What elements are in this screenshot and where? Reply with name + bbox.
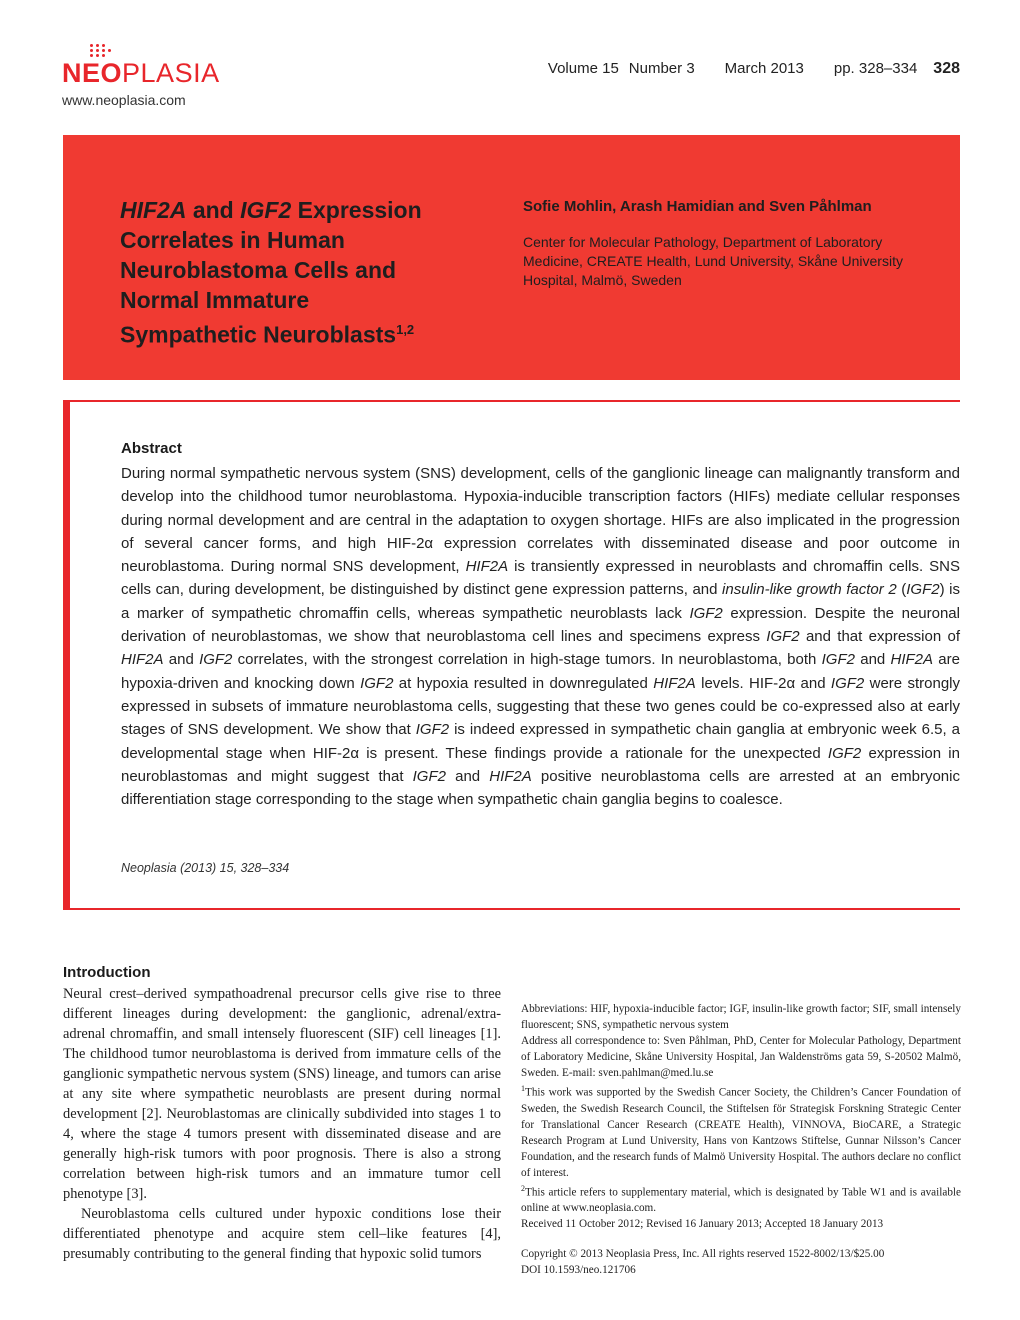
article-title [120,195,440,350]
abstract-heading: Abstract [121,440,182,457]
issue-month: March 2013 [724,60,804,77]
issue-info [548,60,960,78]
title-gene-1: HIF2A [120,197,187,223]
website-link[interactable]: www.neoplasia.com [62,92,186,108]
footnotes [521,1001,961,1278]
logo-neo: NE [62,58,101,88]
abbreviations: Abbreviations: HIF, hypoxia-inducible factor; IGF, insulin-like growth factor; SIF, small intensely fluorescent; SNS, sympathetic nervous system [521,1003,961,1031]
abstract-text: During normal sympathetic nervous system (SNS) development, cells of the ganglionic lineage can malignantly transform and develop into the childhood tumor neuroblastoma. Hypoxia-inducible transcription factors (HIFs) mediate cellular responses during normal development and are central in the adaptation to oxygen shortage. HIFs are also implicated in the progression of several cancer forms, and high HIF-2α expression correlates with disseminated disease and poor outcome in neuroblastoma. During normal SNS development, HIF2A is transiently expressed in neuroblasts and chromaffin cells. SNS cells can, during development, be distinguished by distinct gene expression patterns, and insulin-like growth factor 2 (IGF2) is a marker of sympathetic chromaffin cells, whereas sympathetic neuroblasts lack IGF2 expression. Despite the neuronal derivation of neuroblastomas, we show that neuroblastoma cell lines and specimens express IGF2 and that expression of HIF2A and IGF2 correlates, with the strongest correlation in high-stage tumors. In neuroblastoma, both IGF2 and HIF2A are hypoxia-driven and knocking down IGF2 at hypoxia resulted in downregulated HIF2A levels. HIF-2α and IGF2 were strongly expressed in subsets of immature neuroblastoma cells, suggesting that these two genes could be co-expressed also at early stages of SNS development. We show that IGF2 is indeed expressed in sympathetic chain ganglia at embryonic week 6.5, a developmental stage when HIF-2α is present. These findings provide a rationale for the unexpected IGF2 expression in neuroblastomas and might suggest that IGF2 and HIF2A positive neuroblastoma cells are arrested at an embryonic differentiation stage corresponding to the stage when sympathetic chain ganglia begins to coalesce. [121,465,961,809]
correspondence-address: Address all correspondence to: Sven Påhlman, PhD, Center for Molecular Pathology, Department of Laboratory Medicine, Skåne University Hospital, Jan Waldenströms gata 59, S-20502 Malmö, Sweden. E-mail: sven.pahlman@med.lu.se [521,1035,961,1079]
intro-paragraph-1: Neural crest–derived sympathoadrenal precursor cells give rise to three different lineages during development: the ganglionic, adrenal/extra-adrenal chromaffin, and small intensely fluorescent (SIF) cell lineages [1]. The childhood tumor neuroblastoma is derived from immature cells of the ganglionic sympathetic nervous system (SNS) lineage, and tumors can arise at any site where sympathetic neuroblasts are present during normal development [2]. Neuroblastomas are clinically subdivided into stages 1 to 4, where the stage 4 tumors present with disseminated disease and are generally high-risk tumors with poor prognosis. There is also a strong correlation between high-risk tumors and an immature tumor cell phenotype [3]. [63,986,501,1202]
title-footnote-marker: 1,2 [396,322,415,337]
title-and: and [186,197,241,223]
page-number: 328 [933,60,960,77]
copyright: Copyright © 2013 Neoplasia Press, Inc. All rights reserved 1522-8002/13/$25.00 [521,1248,885,1261]
intro-paragraph-2: Neuroblastoma cells cultured under hypoxic conditions lose their differentiated phenotype and acquire stem cell–like features [4], presumably contributing to the general finding that hypoxic solid tumors [63,1206,501,1262]
logo-plasia: PLASIA [122,58,220,88]
issue-number: Number 3 [628,60,695,77]
volume: Volume 15 [547,60,619,77]
title-rest: Expression Correlates in Human Neuroblastoma Cells and Normal Immature Sympathetic Neuroblasts [120,197,422,348]
footnote-1: $^1$This work was supported by the Swedish Cancer Society, the Children’s Cancer Foundation of Sweden, the Swedish Research Council, the Stiftelsen för Strategisk Forskning Strategic Center for Translational Cancer Research (CREATE Health), VINNOVA, BioCARE, a Strategic Research Program at Lund University, Hans von Kantzows Stiftelse, Gunnar Nilsson’s Cancer Foundation, and the research funds of Malmö University Hospital. The authors declare no conflict of interest. [521,1084,961,1179]
title-gene-2: IGF2 [240,197,292,223]
page-range: pp. 328–334 [833,60,918,77]
logo-o: O [100,58,123,88]
introduction-text [63,984,501,1264]
footnote-2: $^2$This article refers to supplementary material, which is designated by Table W1 and is available online at www.neoplasia.com. [521,1183,961,1215]
doi: DOI 10.1593/neo.121706 [521,1264,636,1277]
affiliation: Center for Molecular Pathology, Department of Laboratory Medicine, CREATE Health, Lund University, Skåne University Hospital, Malmö, Sweden [523,234,903,288]
authors: Sofie Mohlin, Arash Hamidian and Sven Påhlman [523,198,872,215]
title-banner [63,135,960,380]
introduction-heading: Introduction [63,964,151,981]
received-dates: Received 11 October 2012; Revised 16 January 2013; Accepted 18 January 2013 [521,1218,884,1231]
journal-logo [62,58,220,88]
journal-citation: Neoplasia (2013) 15, 328–334 [121,861,290,875]
